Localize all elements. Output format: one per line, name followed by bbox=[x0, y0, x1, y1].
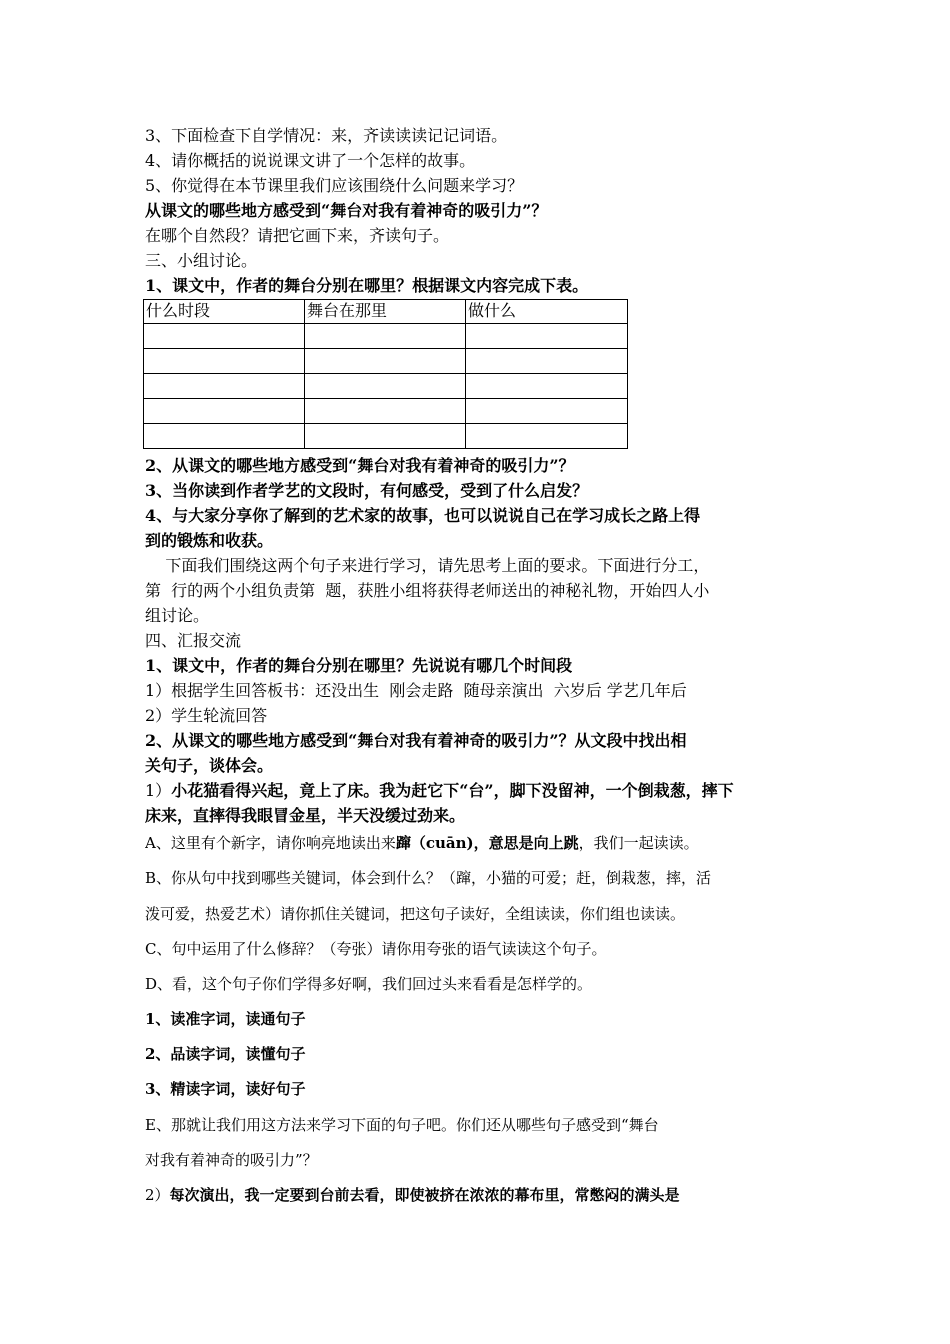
sentence-1-text: 小花猫看得兴起，竟上了床。我为赶它下“台”，脚下没留神，一个倒栽葱，摔下 bbox=[171, 781, 734, 800]
table-row bbox=[144, 374, 628, 399]
report-1-board-notes: 1）根据学生回答板书：还没出生 刚会走路 随母亲演出 六岁后 学艺几年后 bbox=[145, 681, 687, 700]
table-row bbox=[144, 349, 628, 374]
table-row bbox=[144, 424, 628, 449]
step-b-keywords: B、你从句中找到哪些关键词，体会到什么？（蹿，小猫的可爱；赶，倒栽葱，摔，活 bbox=[145, 869, 712, 887]
table-cell bbox=[466, 399, 628, 424]
step-b-continued: 泼可爱，热爱艺术）请你抓住关键词，把这句子读好，全组读读，你们组也读读。 bbox=[145, 905, 686, 923]
step-e-continued: 对我有着神奇的吸引力”？ bbox=[145, 1151, 318, 1169]
table-row bbox=[144, 399, 628, 424]
table-cell bbox=[144, 399, 305, 424]
line-study-question: 5、你觉得在本节课里我们应该围绕什么问题来学习？ bbox=[145, 176, 524, 195]
table-cell bbox=[466, 374, 628, 399]
paragraph-group-assignment: 下面我们围绕这两个句子来进行学习，请先思考上面的要求。下面进行分工， bbox=[145, 556, 710, 575]
task-3-inspiration: 3、当你读到作者学艺的文段时，有何感受，受到了什么启发？ bbox=[145, 481, 589, 500]
method-1: 1、读准字词，读通句子 bbox=[145, 1010, 306, 1028]
step-d-review: D、看，这个句子你们学得多好啊，我们回过头来看看是怎样学的。 bbox=[145, 975, 593, 993]
sentence-2-number: 2） bbox=[145, 1186, 170, 1204]
stage-table bbox=[143, 299, 628, 449]
method-3: 3、精读字词，读好句子 bbox=[145, 1080, 306, 1098]
sentence-1-continued: 床来，直摔得我眼冒金星，半天没缓过劲来。 bbox=[145, 806, 466, 825]
line-key-question: 从课文的哪些地方感受到“舞台对我有着神奇的吸引力”？ bbox=[145, 201, 548, 220]
section-heading-group-discussion: 三、小组讨论。 bbox=[145, 251, 258, 270]
table-row bbox=[144, 324, 628, 349]
table-cell bbox=[144, 324, 305, 349]
report-2-continued: 关句子，谈体会。 bbox=[145, 756, 274, 775]
report-1-students-answer: 2）学生轮流回答 bbox=[145, 706, 268, 725]
table-header-row bbox=[144, 300, 628, 324]
table-cell bbox=[305, 424, 466, 449]
task-4-share-story: 4、与大家分享你了解到的艺术家的故事，也可以说说自己在学习成长之路上得 bbox=[145, 506, 701, 525]
table-cell bbox=[144, 349, 305, 374]
table-header-cell: 舞台在那里 bbox=[305, 300, 466, 324]
table-cell bbox=[305, 374, 466, 399]
report-1-time-periods: 1、课文中，作者的舞台分别在哪里？先说说有哪几个时间段 bbox=[145, 656, 573, 675]
table-cell bbox=[144, 374, 305, 399]
table-cell bbox=[144, 424, 305, 449]
step-a-text-end: ，我们一起读读。 bbox=[578, 834, 699, 852]
table-cell bbox=[305, 324, 466, 349]
line-summarize-story: 4、请你概括的说说课文讲了一个怎样的故事。 bbox=[145, 151, 476, 170]
section-heading-report: 四、汇报交流 bbox=[145, 631, 242, 650]
sentence-2-line bbox=[145, 1183, 810, 1207]
task-1-complete-table: 1、课文中，作者的舞台分别在哪里？根据课文内容完成下表。 bbox=[145, 276, 589, 295]
table-cell bbox=[466, 424, 628, 449]
sentence-1-number: 1） bbox=[145, 781, 172, 800]
table-header-cell: 做什么 bbox=[466, 300, 628, 324]
report-2-find-sentences: 2、从课文的哪些地方感受到“舞台对我有着神奇的吸引力”？从文段中找出相 bbox=[145, 731, 687, 750]
step-a-new-word bbox=[145, 831, 810, 855]
table-cell bbox=[466, 349, 628, 374]
method-2: 2、品读字词，读懂句子 bbox=[145, 1045, 306, 1063]
table-cell bbox=[466, 324, 628, 349]
paragraph-group-assignment-3: 组讨论。 bbox=[145, 606, 210, 625]
step-c-rhetoric: C、句中运用了什么修辞？（夸张）请你用夸张的语气读读这个句子。 bbox=[145, 940, 607, 958]
task-4-continued: 到的锻炼和收获。 bbox=[145, 531, 274, 550]
line-find-paragraph: 在哪个自然段？请把它画下来，齐读句子。 bbox=[145, 226, 450, 245]
table-cell bbox=[305, 399, 466, 424]
table-header-cell: 什么时段 bbox=[144, 300, 305, 324]
sentence-2-text: 每次演出，我一定要到台前去看，即使被挤在浓浓的幕布里，常憋闷的满头是 bbox=[169, 1186, 680, 1204]
line-self-study-check: 3、下面检查下自学情况：来，齐读读读记记词语。 bbox=[145, 126, 508, 145]
table-cell bbox=[305, 349, 466, 374]
step-e-apply: E、那就让我们用这方法来学习下面的句子吧。你们还从哪些句子感受到“舞台 bbox=[145, 1116, 659, 1134]
step-a-text: A、这里有个新字，请你响亮地读出来 bbox=[145, 834, 396, 852]
paragraph-group-assignment-2: 第 行的两个小组负责第 题，获胜小组将获得老师送出的神秘礼物，开始四人小 bbox=[145, 581, 710, 600]
sentence-1-line bbox=[145, 779, 810, 803]
step-a-new-word-bold: 蹿（cuān)，意思是向上跳 bbox=[395, 834, 579, 852]
task-2-attraction: 2、从课文的哪些地方感受到“舞台对我有着神奇的吸引力”？ bbox=[145, 456, 575, 475]
